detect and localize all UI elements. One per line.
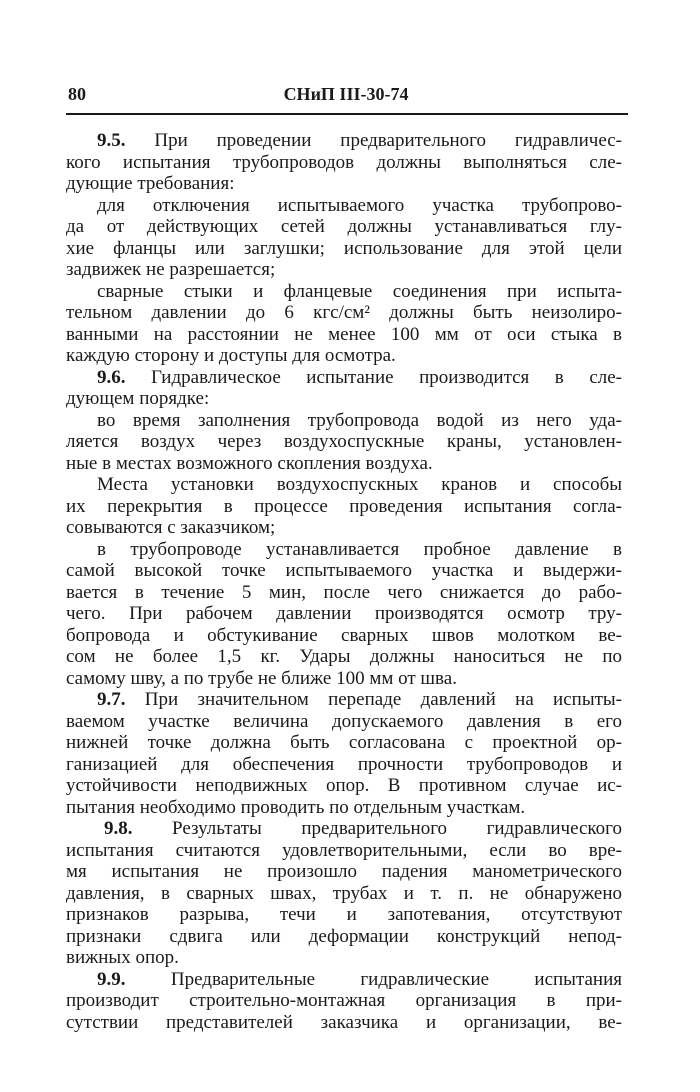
line-text: ные в местах возможного скопления воздуха.: [66, 452, 433, 474]
line-text: Результаты предварительного гидравлического: [132, 818, 622, 839]
text-line: [66, 517, 622, 539]
line-text: сварные стыки и фланцевые соединения при испыта-: [97, 280, 622, 302]
text-line: [66, 431, 622, 453]
text-line: [66, 410, 622, 432]
line-text: дующем порядке:: [66, 388, 210, 409]
text-line: [66, 130, 622, 152]
text-line: [66, 904, 622, 926]
line-text: чего. При рабочем давлении производятся осмотр тру-: [66, 603, 622, 624]
line-text: ляется воздух через воздухоспускные краны, установлен-: [66, 431, 622, 452]
line-text: хие фланцы или заглушки; использование для этой цели: [66, 237, 622, 259]
line-text: устойчивости неподвижных опор. В противном случае ис-: [66, 775, 622, 796]
text-line: [66, 625, 622, 647]
section-number: 9.5.: [97, 130, 126, 151]
text-line: [66, 969, 622, 991]
line-text: Места установки воздухоспускных кранов и способы: [97, 474, 622, 495]
text-line: [66, 216, 622, 238]
text-line: [66, 818, 622, 840]
text-line: [66, 668, 622, 690]
line-text: самой высокой точке испытываемого участка и выдержи-: [66, 560, 622, 581]
text-line: [66, 775, 622, 797]
section-number: 9.9.: [97, 968, 126, 990]
text-line: [66, 324, 622, 346]
section-number: 9.7.: [97, 689, 126, 710]
section-number: 9.8.: [104, 818, 133, 839]
text-line: [66, 754, 622, 776]
text-line: [66, 1012, 622, 1034]
header-rule: [66, 113, 628, 115]
text-line: [66, 238, 622, 260]
line-text: вается в течение 5 мин, после чего снижается до рабо-: [66, 581, 622, 603]
text-line: [66, 259, 622, 281]
text-line: [66, 689, 622, 711]
text-line: [66, 797, 622, 819]
text-line: [66, 840, 622, 862]
text-line: [66, 345, 622, 367]
text-line: [66, 732, 622, 754]
line-text: их перекрытия в процессе проведения испытания согла-: [66, 495, 622, 517]
line-text: каждую сторону и доступы для осмотра.: [66, 345, 396, 366]
line-text: При проведении предварительного гидравличес-: [125, 130, 622, 151]
line-text: дующие требования:: [66, 173, 235, 194]
text-line: [66, 496, 622, 518]
line-text: сом не более 1,5 кг. Удары должны наноситься не по: [66, 646, 622, 667]
line-text: давления, в сварных швах, трубах и т. п. не обнаружено: [66, 882, 622, 904]
line-text: задвижек не разрешается;: [66, 259, 276, 280]
line-text: бопровода и обстукивание сварных швов молотком ве-: [66, 624, 622, 646]
line-text: производит строительно-монтажная организация в при-: [66, 990, 622, 1011]
line-text: нижней точке должна быть согласована с проектной ор-: [66, 732, 622, 753]
text-line: [66, 560, 622, 582]
page-header: [68, 84, 624, 108]
text-line: [66, 711, 622, 733]
text-line: [66, 474, 622, 496]
body-text: [66, 130, 622, 1033]
line-text: признаков разрыва, течи и запотевания, отсутствуют: [66, 904, 622, 925]
text-line: [66, 302, 622, 324]
line-text: для отключения испытываемого участка трубопрово-: [97, 194, 622, 216]
text-line: [66, 281, 622, 303]
line-text: Гидравлическое испытание производится в сле-: [125, 366, 622, 388]
line-text: сутствии представителей заказчика и организации, ве-: [66, 1011, 622, 1033]
text-line: [66, 947, 622, 969]
line-text: пытания необходимо проводить по отдельным участкам.: [66, 796, 526, 818]
page-number: 80: [68, 84, 86, 104]
line-text: мя испытания не произошло падения манометрического: [66, 861, 622, 882]
line-text: признаки сдвига или деформации конструкций непод-: [66, 925, 622, 947]
line-text: тельном давлении до 6 кгс/см² должны быть неизолиро-: [66, 302, 622, 323]
text-line: [66, 926, 622, 948]
line-text: совываются с заказчиком;: [66, 517, 276, 538]
line-text: Предварительные гидравлические испытания: [125, 968, 622, 990]
text-line: [66, 367, 622, 389]
text-line: [66, 990, 622, 1012]
line-text: во время заполнения трубопровода водой из него уда-: [97, 409, 622, 431]
text-line: [66, 603, 622, 625]
text-line: [66, 173, 622, 195]
line-text: ванными на расстоянии не менее 100 мм от оси стыка в: [66, 323, 622, 345]
text-line: [66, 453, 622, 475]
line-text: да от действующих сетей должны устанавливаться глу-: [66, 216, 622, 237]
section-number: 9.6.: [97, 366, 126, 388]
line-text: При значительном перепаде давлений на испыты-: [125, 689, 622, 710]
text-line: [66, 388, 622, 410]
text-line: [66, 861, 622, 883]
text-line: [66, 582, 622, 604]
text-line: [66, 539, 622, 561]
text-line: [66, 646, 622, 668]
document-code: СНиП III-30-74: [283, 84, 409, 104]
text-line: [66, 195, 622, 217]
line-text: ганизацией для обеспечения прочности трубопроводов и: [66, 753, 622, 775]
line-text: в трубопроводе устанавливается пробное давление в: [97, 538, 622, 560]
line-text: вижных опор.: [66, 947, 179, 968]
line-text: кого испытания трубопроводов должны выполняться сле-: [66, 151, 622, 173]
line-text: ваемом участке величина допускаемого давления в его: [66, 710, 622, 732]
line-text: испытания считаются удовлетворительными, если во вре-: [66, 839, 622, 861]
text-line: [66, 883, 622, 905]
text-line: [66, 152, 622, 174]
line-text: самому шву, а по трубе не ближе 100 мм от шва.: [66, 667, 457, 689]
